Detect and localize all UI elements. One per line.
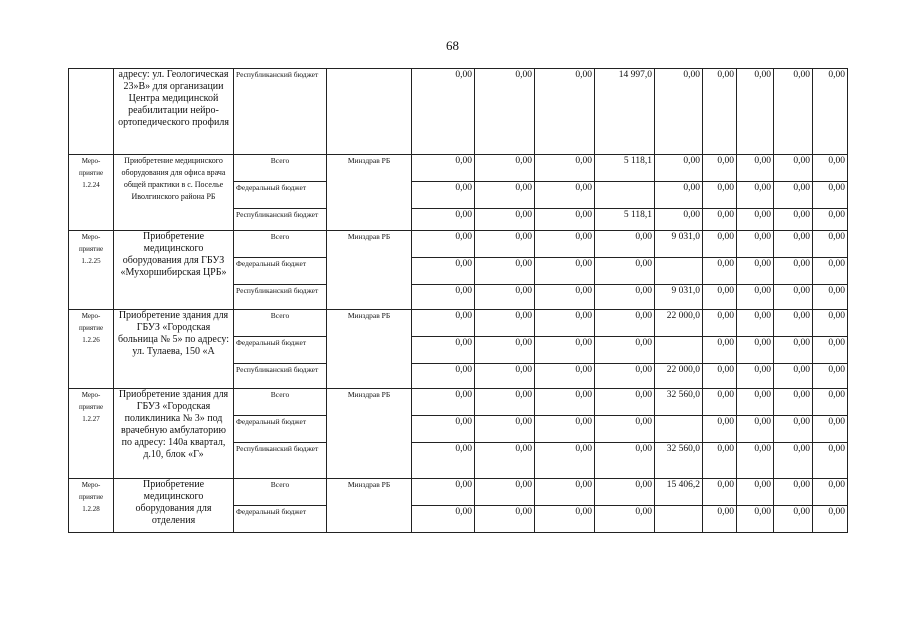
value-cell: 0,00 (535, 416, 595, 443)
value-cell: 0,00 (595, 389, 655, 416)
activity-code-cell: Меро-приятие 1.2.28 (69, 479, 114, 533)
value-cell: 15 406,2 (655, 479, 703, 506)
value-cell: 0,00 (737, 364, 774, 389)
value-cell: 0,00 (412, 209, 475, 231)
value-cell: 0,00 (412, 389, 475, 416)
value-cell: 0,00 (595, 506, 655, 533)
value-cell: 0,00 (813, 416, 848, 443)
value-cell: 0,00 (737, 310, 774, 337)
value-cell: 0,00 (703, 389, 737, 416)
value-cell: 0,00 (813, 69, 848, 155)
activity-code-cell: Меро-приятие 1..2.25 (69, 231, 114, 310)
funding-source-cell: Всего (234, 389, 327, 416)
value-cell: 0,00 (703, 231, 737, 258)
value-cell: 0,00 (737, 69, 774, 155)
value-cell: 0,00 (595, 364, 655, 389)
value-cell: 0,00 (774, 231, 813, 258)
funding-source-cell: Федеральный бюджет (234, 182, 327, 209)
activity-description-cell: адресу: ул. Геологическая 23»В» для организации Центра медицинской реабилитации нейро-ортопедического профиля (114, 69, 234, 155)
value-cell: 0,00 (412, 506, 475, 533)
value-cell: 0,00 (813, 310, 848, 337)
value-cell: 0,00 (475, 479, 535, 506)
value-cell: 0,00 (475, 209, 535, 231)
budget-table (68, 68, 848, 533)
value-cell: 0,00 (737, 479, 774, 506)
value-cell: 0,00 (475, 155, 535, 182)
funding-source-cell: Республиканский бюджет (234, 69, 327, 155)
value-cell: 0,00 (595, 258, 655, 285)
value-cell: 0,00 (703, 443, 737, 479)
value-cell: 0,00 (703, 69, 737, 155)
value-cell: 0,00 (703, 182, 737, 209)
value-cell: 0,00 (774, 310, 813, 337)
value-cell: 0,00 (737, 231, 774, 258)
value-cell: 0,00 (475, 285, 535, 310)
value-cell: 0,00 (774, 506, 813, 533)
executor-cell: Минздрав РБ (327, 231, 412, 310)
value-cell: 0,00 (475, 389, 535, 416)
value-cell: 32 560,0 (655, 389, 703, 416)
value-cell: 9 031,0 (655, 231, 703, 258)
value-cell: 0,00 (737, 416, 774, 443)
value-cell: 0,00 (412, 443, 475, 479)
value-cell: 0,00 (774, 285, 813, 310)
value-cell: 0,00 (412, 337, 475, 364)
funding-source-cell: Федеральный бюджет (234, 416, 327, 443)
value-cell (655, 258, 703, 285)
executor-cell: Минздрав РБ (327, 155, 412, 231)
value-cell: 0,00 (475, 337, 535, 364)
value-cell: 0,00 (595, 443, 655, 479)
value-cell: 0,00 (813, 209, 848, 231)
value-cell (595, 182, 655, 209)
table-row (69, 310, 848, 337)
executor-cell (327, 69, 412, 155)
table-row (69, 389, 848, 416)
value-cell: 22 000,0 (655, 310, 703, 337)
value-cell (655, 506, 703, 533)
value-cell: 0,00 (535, 310, 595, 337)
executor-cell: Минздрав РБ (327, 389, 412, 479)
value-cell: 0,00 (703, 155, 737, 182)
value-cell: 0,00 (774, 479, 813, 506)
value-cell: 0,00 (813, 155, 848, 182)
value-cell: 0,00 (813, 182, 848, 209)
value-cell: 0,00 (655, 69, 703, 155)
value-cell: 0,00 (535, 506, 595, 533)
value-cell: 0,00 (774, 443, 813, 479)
value-cell: 0,00 (535, 389, 595, 416)
value-cell: 5 118,1 (595, 209, 655, 231)
value-cell: 0,00 (655, 155, 703, 182)
activity-code-cell (69, 69, 114, 155)
value-cell: 0,00 (535, 231, 595, 258)
value-cell: 0,00 (774, 389, 813, 416)
value-cell: 0,00 (595, 416, 655, 443)
value-cell: 0,00 (737, 443, 774, 479)
funding-source-cell: Всего (234, 231, 327, 258)
page-number: 68 (446, 38, 459, 53)
value-cell: 0,00 (412, 310, 475, 337)
value-cell: 0,00 (703, 258, 737, 285)
value-cell: 0,00 (774, 258, 813, 285)
value-cell: 0,00 (703, 337, 737, 364)
value-cell: 0,00 (655, 209, 703, 231)
value-cell: 0,00 (774, 337, 813, 364)
activity-code-cell: Меро-приятие 1.2.24 (69, 155, 114, 231)
table-row (69, 231, 848, 258)
value-cell: 0,00 (774, 69, 813, 155)
value-cell: 0,00 (535, 364, 595, 389)
value-cell: 0,00 (813, 479, 848, 506)
value-cell: 0,00 (774, 155, 813, 182)
value-cell: 0,00 (774, 182, 813, 209)
activity-description-cell: Приобретение здания для ГБУЗ «Городская поликлиника № 3» под врачебную амбулаторию по адресу: 140а квартал, д.10, блок «Г» (114, 389, 234, 479)
value-cell: 0,00 (475, 443, 535, 479)
funding-source-cell: Республиканский бюджет (234, 285, 327, 310)
value-cell: 0,00 (412, 416, 475, 443)
value-cell: 0,00 (703, 310, 737, 337)
value-cell: 0,00 (595, 479, 655, 506)
value-cell: 0,00 (412, 285, 475, 310)
value-cell: 9 031,0 (655, 285, 703, 310)
table-row (69, 479, 848, 506)
value-cell (655, 337, 703, 364)
value-cell: 0,00 (737, 209, 774, 231)
value-cell: 0,00 (737, 258, 774, 285)
value-cell: 0,00 (535, 258, 595, 285)
value-cell: 0,00 (475, 310, 535, 337)
value-cell: 0,00 (703, 479, 737, 506)
value-cell: 0,00 (475, 69, 535, 155)
funding-source-cell: Всего (234, 155, 327, 182)
value-cell: 0,00 (813, 364, 848, 389)
value-cell: 0,00 (475, 231, 535, 258)
funding-source-cell: Республиканский бюджет (234, 209, 327, 231)
value-cell: 0,00 (703, 364, 737, 389)
value-cell: 0,00 (813, 389, 848, 416)
value-cell: 0,00 (412, 69, 475, 155)
value-cell: 14 997,0 (595, 69, 655, 155)
value-cell: 0,00 (737, 389, 774, 416)
value-cell: 0,00 (535, 285, 595, 310)
value-cell: 32 560,0 (655, 443, 703, 479)
funding-source-cell: Республиканский бюджет (234, 364, 327, 389)
value-cell: 0,00 (737, 506, 774, 533)
value-cell: 0,00 (813, 443, 848, 479)
value-cell: 0,00 (737, 337, 774, 364)
value-cell: 22 000,0 (655, 364, 703, 389)
value-cell: 0,00 (535, 182, 595, 209)
value-cell: 0,00 (813, 337, 848, 364)
value-cell: 0,00 (703, 416, 737, 443)
value-cell: 0,00 (813, 285, 848, 310)
funding-source-cell: Всего (234, 479, 327, 506)
value-cell: 0,00 (595, 231, 655, 258)
value-cell: 0,00 (595, 310, 655, 337)
value-cell (655, 416, 703, 443)
value-cell: 0,00 (813, 506, 848, 533)
funding-source-cell: Всего (234, 310, 327, 337)
value-cell: 0,00 (475, 506, 535, 533)
value-cell: 0,00 (535, 337, 595, 364)
activity-description-cell: Приобретение медицинского оборудования для отделения (114, 479, 234, 533)
value-cell: 0,00 (813, 258, 848, 285)
value-cell: 5 118,1 (595, 155, 655, 182)
value-cell: 0,00 (412, 258, 475, 285)
executor-cell: Минздрав РБ (327, 310, 412, 389)
value-cell: 0,00 (535, 479, 595, 506)
value-cell: 0,00 (737, 285, 774, 310)
activity-description-cell: Приобретение медицинского оборудования для ГБУЗ «Мухоршибирская ЦРБ» (114, 231, 234, 310)
value-cell: 0,00 (475, 416, 535, 443)
value-cell: 0,00 (703, 285, 737, 310)
funding-source-cell: Федеральный бюджет (234, 337, 327, 364)
value-cell: 0,00 (737, 182, 774, 209)
value-cell: 0,00 (655, 182, 703, 209)
value-cell: 0,00 (703, 209, 737, 231)
value-cell: 0,00 (535, 209, 595, 231)
value-cell: 0,00 (412, 231, 475, 258)
table-row (69, 69, 848, 155)
value-cell: 0,00 (774, 416, 813, 443)
value-cell: 0,00 (703, 506, 737, 533)
value-cell: 0,00 (774, 364, 813, 389)
value-cell: 0,00 (535, 443, 595, 479)
activity-code-cell: Меро-приятие 1.2.26 (69, 310, 114, 389)
value-cell: 0,00 (813, 231, 848, 258)
value-cell: 0,00 (475, 182, 535, 209)
value-cell: 0,00 (412, 155, 475, 182)
value-cell: 0,00 (535, 155, 595, 182)
executor-cell: Минздрав РБ (327, 479, 412, 533)
value-cell: 0,00 (475, 258, 535, 285)
table-row (69, 155, 848, 182)
value-cell: 0,00 (737, 155, 774, 182)
value-cell: 0,00 (412, 182, 475, 209)
value-cell: 0,00 (595, 337, 655, 364)
value-cell: 0,00 (535, 69, 595, 155)
funding-source-cell: Федеральный бюджет (234, 258, 327, 285)
funding-source-cell: Республиканский бюджет (234, 443, 327, 479)
activity-code-cell: Меро-приятие 1.2.27 (69, 389, 114, 479)
value-cell: 0,00 (475, 364, 535, 389)
value-cell: 0,00 (774, 209, 813, 231)
activity-description-cell: Приобретение здания для ГБУЗ «Городская больница № 5» по адресу: ул. Тулаева, 150 «А (114, 310, 234, 389)
value-cell: 0,00 (595, 285, 655, 310)
value-cell: 0,00 (412, 364, 475, 389)
value-cell: 0,00 (412, 479, 475, 506)
funding-source-cell: Федеральный бюджет (234, 506, 327, 533)
activity-description-cell: Приобретение медицинского оборудования для офиса врача общей практики в с. Поселье Иволгинского района РБ (114, 155, 234, 231)
